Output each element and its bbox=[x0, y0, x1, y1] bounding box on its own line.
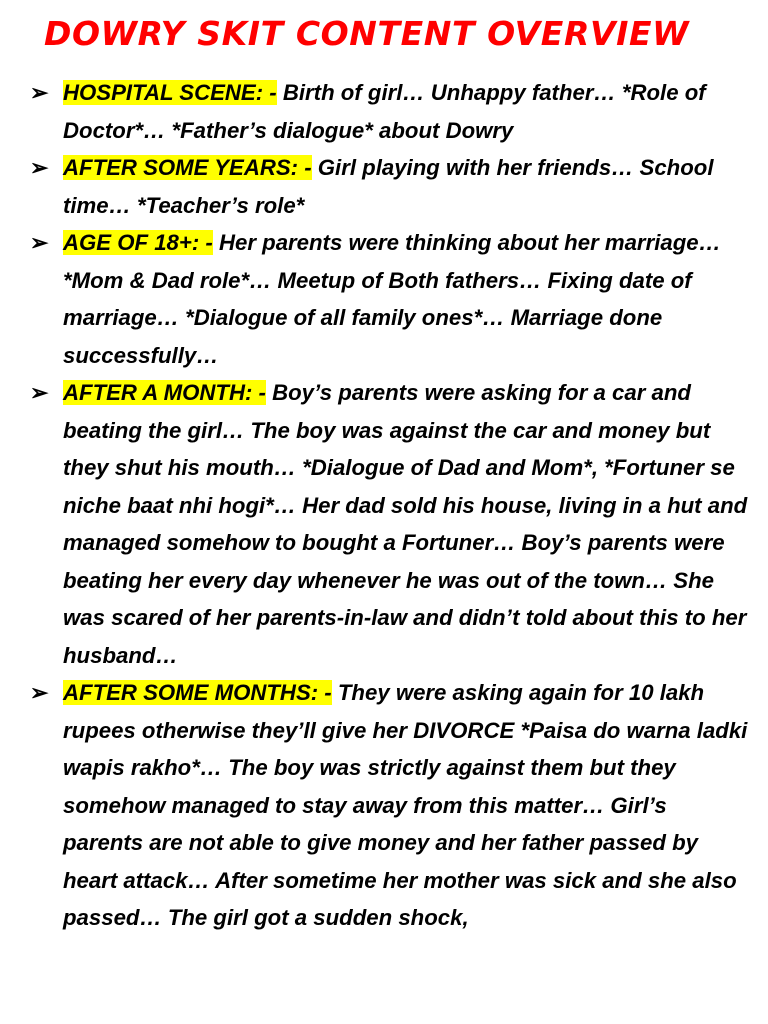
section-text: Her parents were thinking about her marriage… *Mom & Dad role*… Meetup of Both fathers… Fixing date of marriage… *Dialogue of all family ones*… Marriage done successfully… bbox=[63, 230, 721, 368]
section-text: Birth of girl… Unhappy father… *Role of Doctor*… *Father’s dialogue* about Dowry bbox=[63, 80, 706, 143]
section-label: AFTER SOME MONTHS: - bbox=[63, 680, 332, 705]
section-after-some-months bbox=[30, 674, 752, 937]
section-label: AFTER SOME YEARS: - bbox=[63, 155, 312, 180]
arrowhead-bullet-icon: ➢ bbox=[30, 380, 49, 405]
section-hospital-scene bbox=[30, 74, 752, 149]
section-label: AFTER A MONTH: - bbox=[63, 380, 266, 405]
arrowhead-bullet-icon: ➢ bbox=[30, 155, 49, 180]
arrowhead-bullet-icon: ➢ bbox=[30, 680, 49, 705]
arrowhead-bullet-icon: ➢ bbox=[30, 230, 49, 255]
section-after-a-month bbox=[30, 374, 752, 674]
section-text: Girl playing with her friends… School time… *Teacher’s role* bbox=[63, 155, 714, 218]
section-label: AGE OF 18+: - bbox=[63, 230, 213, 255]
section-age-of-18 bbox=[30, 224, 752, 374]
section-text: They were asking again for 10 lakh rupees otherwise they’ll give her DIVORCE *Paisa do warna ladki wapis rakho*… The boy was strictly against them but they somehow managed to stay away from this matter… Girl’s parents are not able to give money and her father passed by heart attack… After sometime her mother was sick and she also passed… The girl got a sudden shock, bbox=[63, 680, 748, 930]
section-list bbox=[30, 74, 752, 937]
arrowhead-bullet-icon: ➢ bbox=[30, 80, 49, 105]
document-title: DOWRY SKIT CONTENT OVERVIEW bbox=[44, 14, 690, 53]
section-after-some-years bbox=[30, 149, 752, 224]
section-label: HOSPITAL SCENE: - bbox=[63, 80, 277, 105]
section-text: Boy’s parents were asking for a car and beating the girl… The boy was against the car and money but they shut his mouth… *Dialogue of Dad and Mom*, *Fortuner se niche baat nhi hogi*… Her dad sold his house, living in a hut and managed somehow to bought a Fortuner… Boy’s parents were beating her every day whenever he was out of the town… She was scared of her parents-in-law and didn’t told about this to her husband… bbox=[63, 380, 748, 668]
